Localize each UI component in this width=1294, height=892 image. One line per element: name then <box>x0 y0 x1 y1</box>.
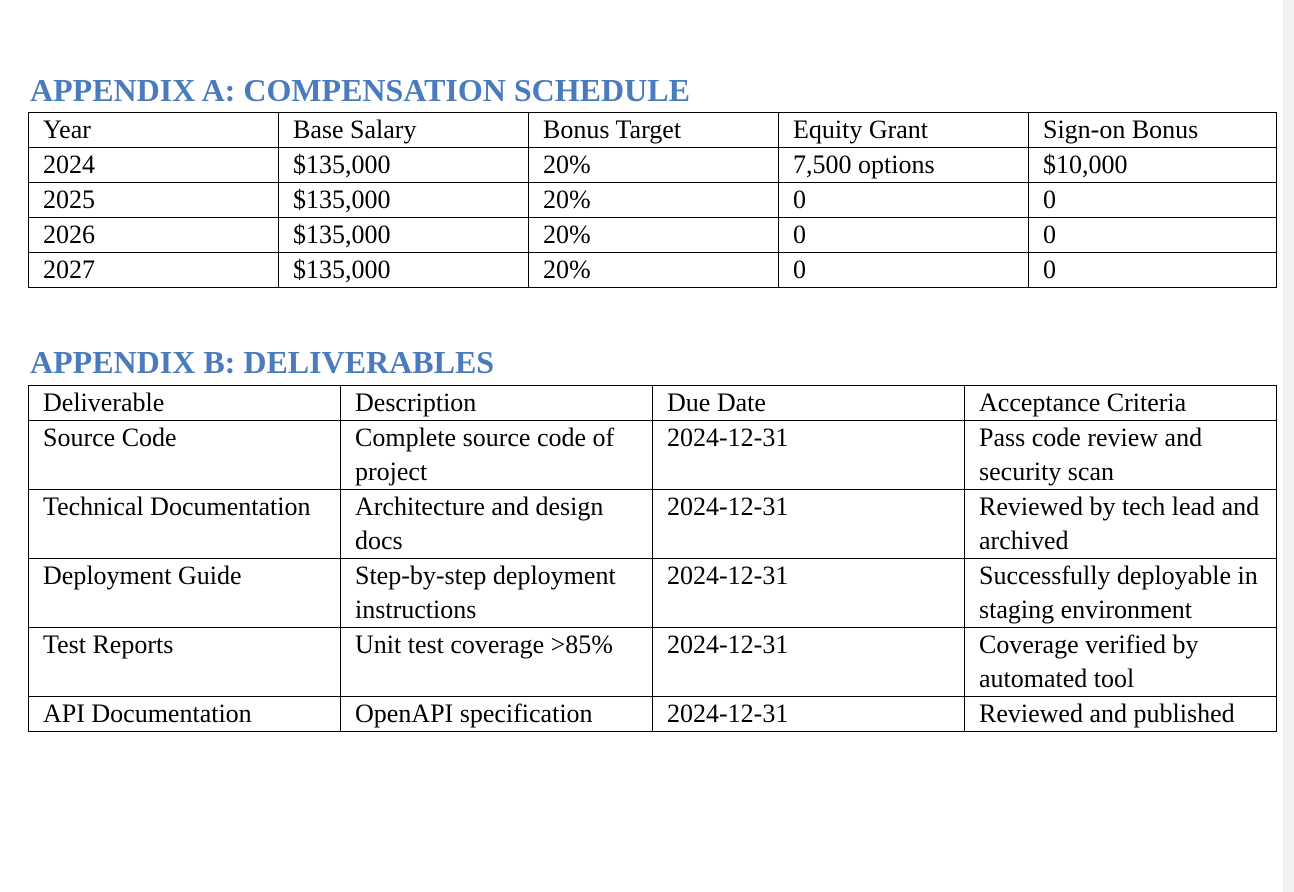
table-cell: Successfully deployable in staging environment <box>965 559 1277 628</box>
table-cell: Source Code <box>29 421 341 490</box>
table-row <box>29 421 1277 490</box>
table-cell: 0 <box>779 218 1029 253</box>
column-header: Year <box>29 113 279 148</box>
table-cell: Pass code review and security scan <box>965 421 1277 490</box>
page-edge-strip <box>1283 0 1294 892</box>
table-cell: Reviewed and published <box>965 697 1277 732</box>
compensation-schedule-table <box>28 112 1277 288</box>
table-cell: Step-by-step deployment instructions <box>341 559 653 628</box>
table-cell: 2026 <box>29 218 279 253</box>
table-header-row <box>29 113 1277 148</box>
table-cell: OpenAPI specification <box>341 697 653 732</box>
table-cell: 2027 <box>29 253 279 288</box>
table-cell: Reviewed by tech lead and archived <box>965 490 1277 559</box>
table-cell: 2025 <box>29 183 279 218</box>
table-row <box>29 628 1277 697</box>
appendix-a-title: APPENDIX A: COMPENSATION SCHEDULE <box>30 72 690 108</box>
column-header: Base Salary <box>279 113 529 148</box>
table-cell: 2024-12-31 <box>653 697 965 732</box>
table-cell: Architecture and design docs <box>341 490 653 559</box>
column-header: Due Date <box>653 386 965 421</box>
table-cell: 2024 <box>29 148 279 183</box>
deliverables-table <box>28 385 1277 732</box>
column-header: Deliverable <box>29 386 341 421</box>
table-row <box>29 148 1277 183</box>
table-cell: $135,000 <box>279 253 529 288</box>
table-cell: $10,000 <box>1029 148 1277 183</box>
table-row <box>29 490 1277 559</box>
table-cell: 20% <box>529 183 779 218</box>
table-cell: Complete source code of project <box>341 421 653 490</box>
table-cell: 20% <box>529 253 779 288</box>
table-cell: Coverage verified by automated tool <box>965 628 1277 697</box>
table-cell: 0 <box>779 253 1029 288</box>
table-cell: $135,000 <box>279 218 529 253</box>
table-cell: 0 <box>779 183 1029 218</box>
table-cell: Technical Documentation <box>29 490 341 559</box>
table-cell: 20% <box>529 218 779 253</box>
table-cell: 2024-12-31 <box>653 490 965 559</box>
column-header: Sign-on Bonus <box>1029 113 1277 148</box>
column-header: Description <box>341 386 653 421</box>
table-cell: Test Reports <box>29 628 341 697</box>
table-row <box>29 559 1277 628</box>
table-row <box>29 183 1277 218</box>
column-header: Bonus Target <box>529 113 779 148</box>
table-cell: $135,000 <box>279 183 529 218</box>
table-cell: API Documentation <box>29 697 341 732</box>
table-cell: 2024-12-31 <box>653 421 965 490</box>
table-cell: 2024-12-31 <box>653 559 965 628</box>
table-cell: Unit test coverage >85% <box>341 628 653 697</box>
table-row <box>29 218 1277 253</box>
appendix-b-title: APPENDIX B: DELIVERABLES <box>30 344 495 380</box>
table-cell: 0 <box>1029 253 1277 288</box>
table-cell: Deployment Guide <box>29 559 341 628</box>
table-cell: $135,000 <box>279 148 529 183</box>
table-cell: 2024-12-31 <box>653 628 965 697</box>
table-header-row <box>29 386 1277 421</box>
table-cell: 20% <box>529 148 779 183</box>
table-cell: 0 <box>1029 218 1277 253</box>
table-cell: 7,500 options <box>779 148 1029 183</box>
table-row <box>29 253 1277 288</box>
column-header: Acceptance Criteria <box>965 386 1277 421</box>
table-cell: 0 <box>1029 183 1277 218</box>
column-header: Equity Grant <box>779 113 1029 148</box>
table-row <box>29 697 1277 732</box>
